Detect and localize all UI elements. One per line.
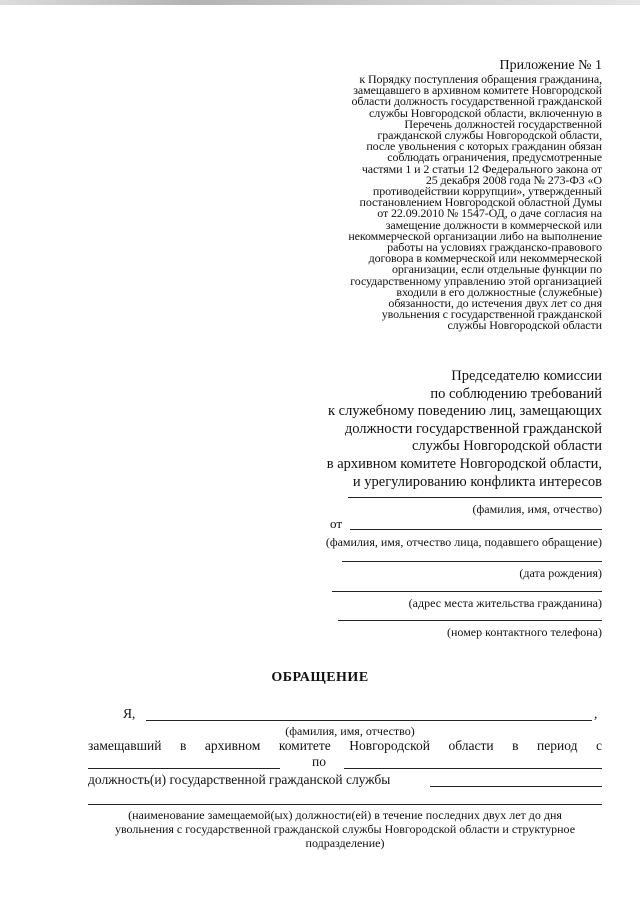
appendix-line: входили в его должностные (служебные) [396, 284, 602, 299]
addressee-line: и урегулированию конфликта интересов [352, 473, 602, 490]
addressee-line: по соблюдению требований [430, 385, 602, 402]
appendix-line: организации, если отдельные функции по [391, 262, 602, 277]
appendix-line: службы Новгородской области [447, 318, 602, 333]
appendix-line: противодействии коррупции», утвержденный [372, 184, 602, 199]
birth-date-line[interactable] [342, 561, 602, 562]
addressee-line: службы Новгородской области [411, 438, 602, 455]
applicant-name-hint: (фамилия, имя, отчество лица, подавшего обращение) [325, 535, 602, 549]
appendix-line: гражданской службы Новгородской области, [377, 128, 602, 143]
addressee-line: к служебному поведению лиц, замещающих [327, 403, 602, 420]
period-text: замещавший в архивном комитете Новгородской области в период с [88, 738, 602, 753]
addressee-block [280, 368, 602, 491]
phone-line[interactable] [338, 620, 602, 621]
addressee-line: Председателю комиссии [451, 368, 602, 384]
caption-line: подразделение) [305, 836, 385, 850]
appendix-title: Приложение № 1 [499, 58, 602, 73]
caption-line: увольнения с государственной гражданской службы Новгородской области и структурное [114, 822, 576, 836]
appendix-line: соблюдать ограничения, предусмотренные [387, 150, 602, 165]
chair-name-line[interactable] [348, 497, 602, 498]
appendix-line: договора в коммерческой или некоммерческой [368, 251, 602, 266]
period-start-line[interactable] [88, 768, 280, 769]
address-hint: (адрес места жительства гражданина) [408, 596, 602, 610]
appendix-line: обязанности, до истечения двух лет со дня [388, 296, 602, 311]
appendix-line: постановлением Новгородской областной Думы [359, 195, 602, 210]
address-line[interactable] [332, 591, 602, 592]
appendix-line: замещавшего в архивном комитете Новгородской [353, 83, 602, 98]
birth-date-hint: (дата рождения) [519, 566, 602, 580]
from-label: от [330, 516, 343, 531]
position-line[interactable] [430, 786, 602, 787]
appendix-line: службы Новгородской области, включенную в [369, 105, 602, 120]
appendix-line: государственному управлению этой организацией [350, 273, 602, 288]
appendix-line: от 22.09.2010 № 1547-ОД, о даче согласия на [377, 206, 602, 221]
addressee-line: должности государственной гражданской [344, 420, 602, 437]
addressee-line: в архивном комитете Новгородской области, [326, 455, 602, 472]
appendix-line: к Порядку поступления обращения гражданина, [359, 72, 602, 86]
appendix-line: области должность государственной гражданской [351, 94, 602, 109]
to-label: по [312, 754, 326, 769]
appendix-line: работы на условиях гражданско-правового [387, 240, 602, 255]
appendix-line: 25 декабря 2008 года № 273-ФЗ «О [425, 172, 602, 187]
applicant-name-line[interactable] [350, 529, 602, 530]
position-line-2[interactable] [88, 804, 602, 805]
i-label: Я, [123, 706, 136, 721]
full-name-hint: (фамилия, имя, отчество) [285, 724, 415, 738]
appendix-line: некоммерческой организации либо на выполнение [348, 228, 602, 243]
period-end-line[interactable] [344, 768, 602, 769]
appendix-line: замещение должности в коммерческой или [385, 217, 602, 232]
appendix-line: частями 1 и 2 статьи 12 Федерального закона от [361, 161, 602, 176]
scan-top-edge [0, 0, 640, 5]
appendix-line: увольнения с государственной гражданской [381, 307, 602, 322]
document-title: ОБРАЩЕНИЕ [271, 670, 369, 685]
comma: , [594, 706, 598, 721]
chair-name-hint: (фамилия, имя, отчество) [472, 502, 602, 516]
phone-hint: (номер контактного телефона) [447, 625, 602, 639]
caption-line: (наименование замещаемой(ых) должности(ей) в течение последних двух лет до дня [128, 808, 562, 822]
appendix-text [300, 74, 602, 332]
appendix-line: после увольнения с которых гражданин обязан [366, 139, 602, 154]
position-label: должность(и) государственной гражданской службы [88, 772, 391, 787]
appendix-line: Перечень должностей государственной [404, 116, 602, 131]
position-caption [88, 808, 602, 850]
full-name-line[interactable] [146, 720, 592, 721]
